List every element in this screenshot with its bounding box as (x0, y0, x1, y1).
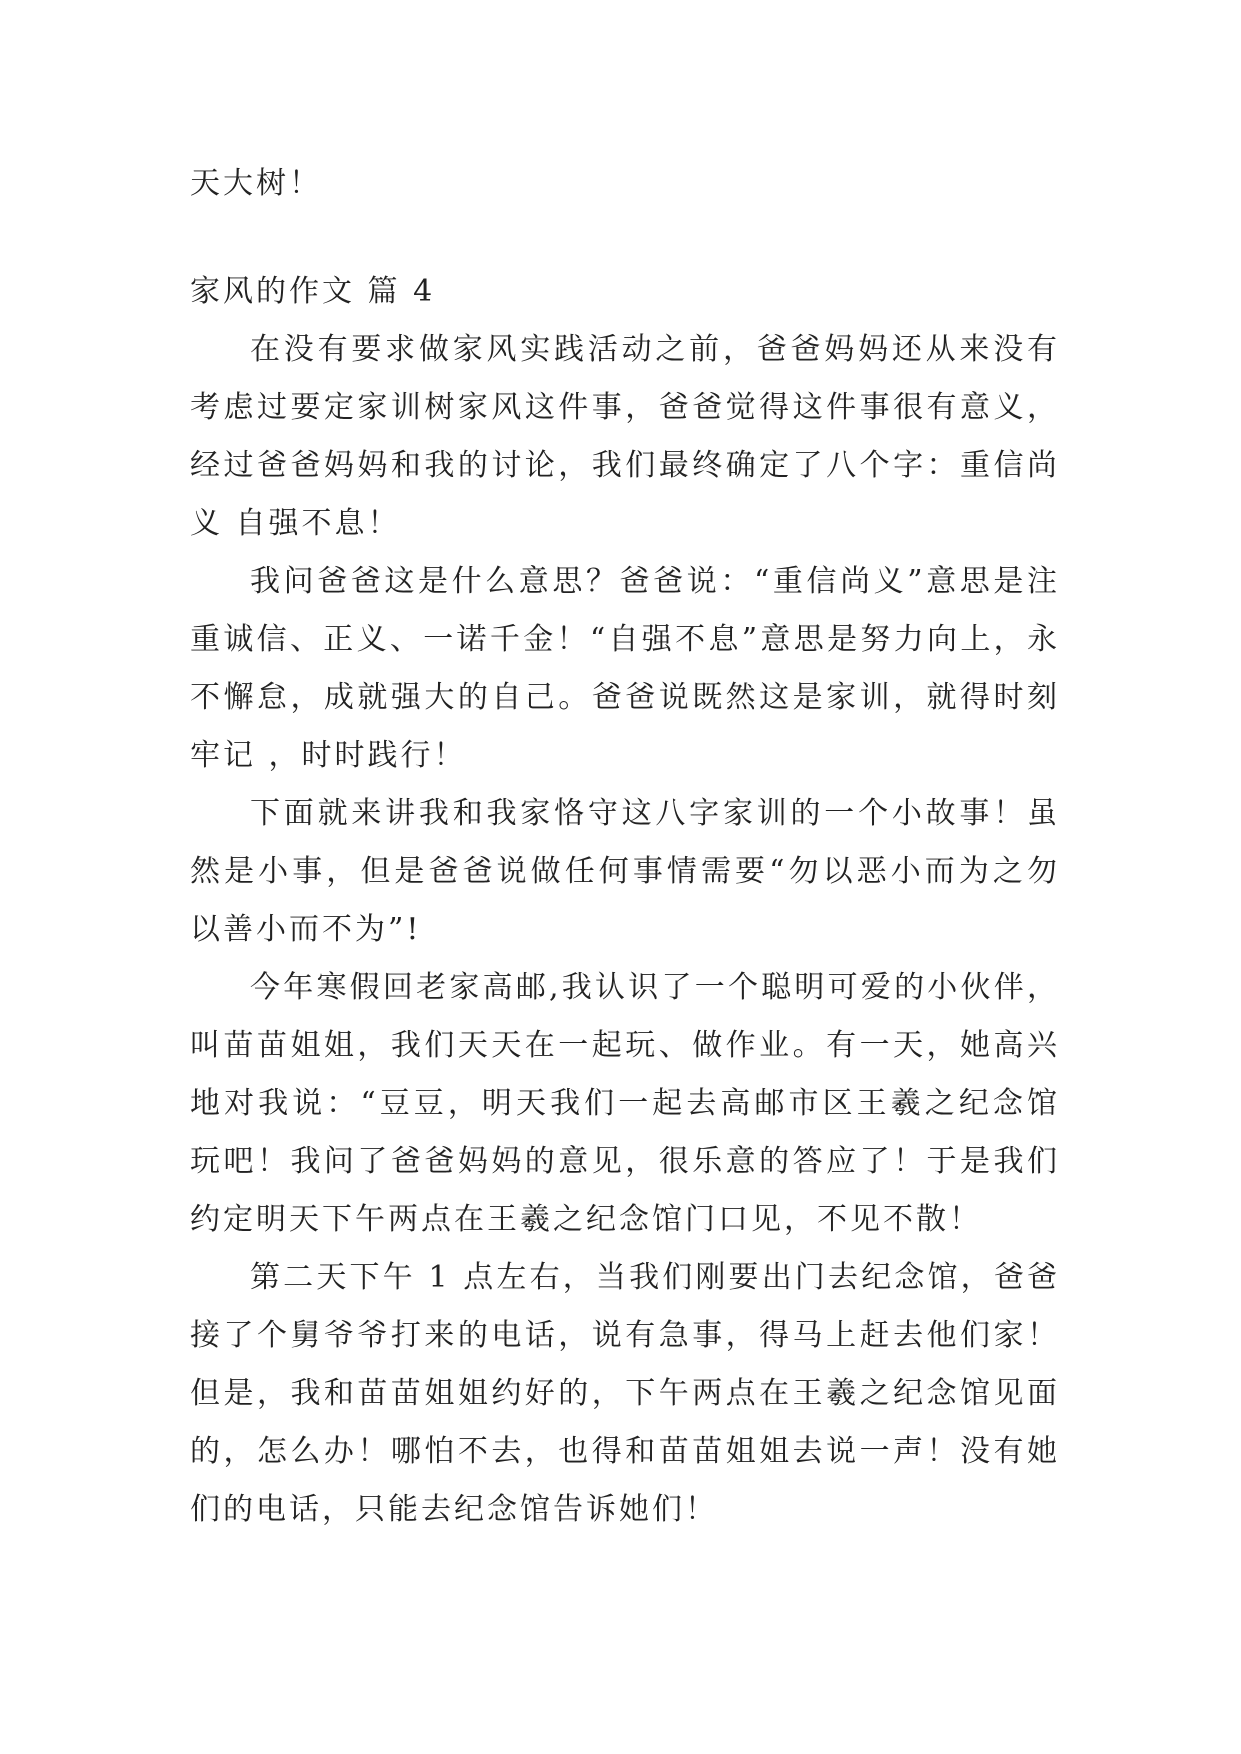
paragraph: 在没有要求做家风实践活动之前，爸爸妈妈还从来没有考虑过要定家训树家风这件事，爸爸觉得这件事很有意义，经过爸爸妈妈和我的讨论，我们最终确定了八个字：重信尚义 自强不息！ (190, 332, 1060, 541)
paragraph: 下面就来讲我和我家恪守这八字家训的一个小故事！虽然是小事，但是爸爸说做任何事情需要“勿以恶小而为之勿以善小而不为”! (190, 796, 1060, 947)
paragraph: 第二天下午 1 点左右，当我们刚要出门去纪念馆，爸爸接了个舅爷爷打来的电话，说有急事，得马上赶去他们家！但是，我和苗苗姐姐约好的，下午两点在王羲之纪念馆见面的，怎么办！哪怕不去，也得和苗苗姐姐去说一声！没有她们的电话，只能去纪念馆告诉她们！ (190, 1260, 1060, 1527)
continuation-line: 天大树！ (190, 166, 322, 201)
document-body (190, 155, 1060, 1539)
paragraph: 我问爸爸这是什么意思？爸爸说：“重信尚义”意思是注重诚信、正义、一诺千金！“自强不息”意思是努力向上，永不懈怠，成就强大的自己。爸爸说既然这是家训，就得时刻牢记 ，时时践行！ (190, 564, 1060, 773)
section-heading: 家风的作文 篇 4 (190, 274, 436, 309)
paragraph: 今年寒假回老家高邮,我认识了一个聪明可爱的小伙伴，叫苗苗姐姐，我们天天在一起玩、做作业。有一天，她高兴地对我说：“豆豆，明天我们一起去高邮市区王羲之纪念馆玩吧！我问了爸爸妈妈的意见，很乐意的答应了！于是我们约定明天下午两点在王羲之纪念馆门口见，不见不散！ (190, 970, 1060, 1237)
